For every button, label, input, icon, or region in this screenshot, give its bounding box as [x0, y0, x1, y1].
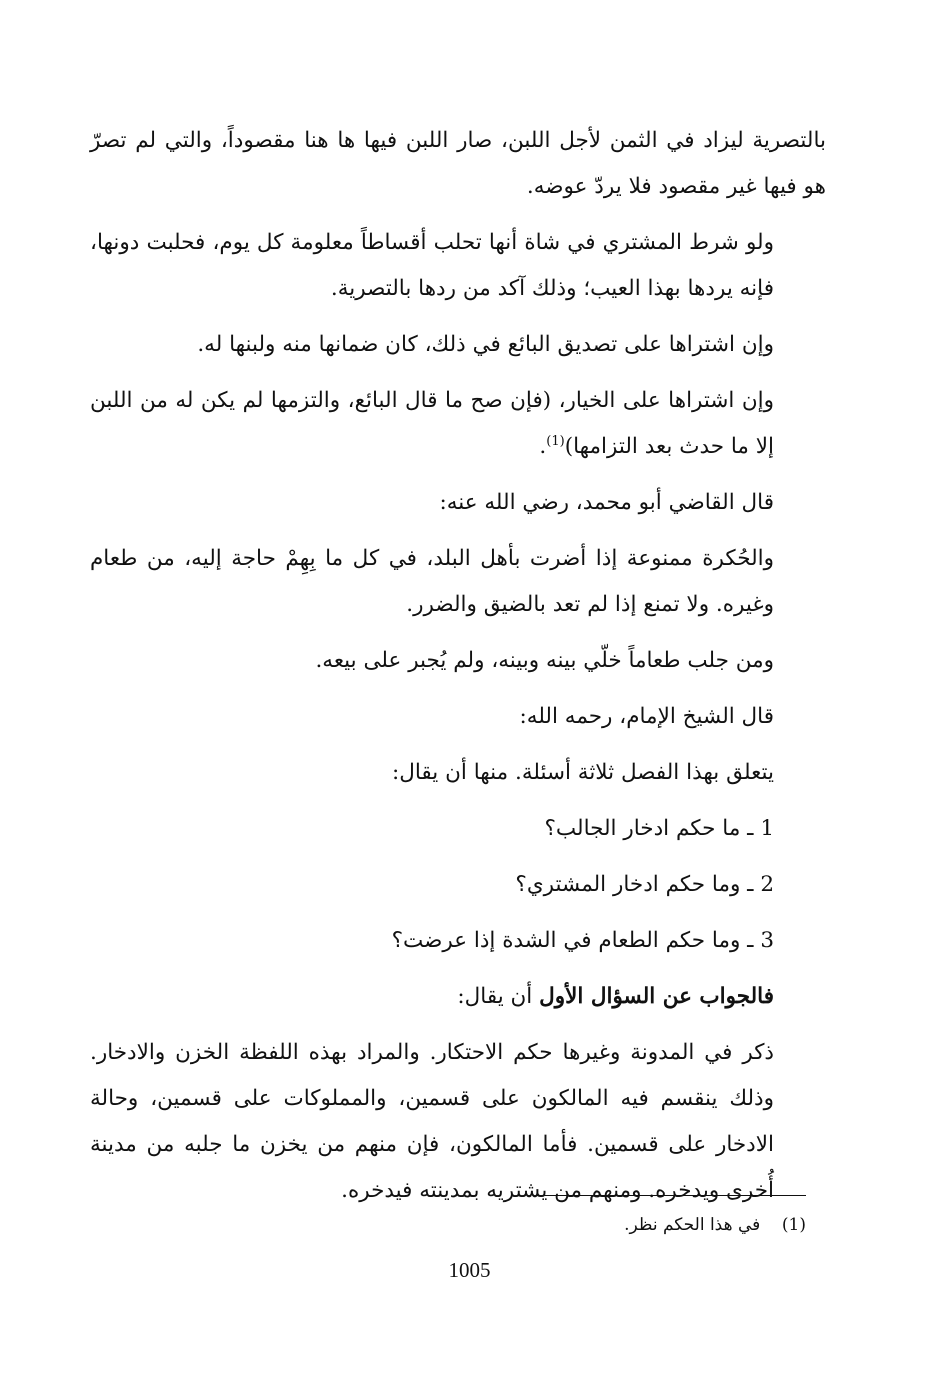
paragraph-4: وإن اشتراها على الخيار، (فإن صح ما قال البائع، والتزمها لم يكن له من اللبن إلا ما حدث بعد التزامها)$^{(1)}$. [90, 388, 774, 459]
paragraph-8: قال الشيخ الإمام، رحمه الله: [519, 704, 774, 729]
paragraph-2: ولو شرط المشتري في شاة أنها تحلب أقساطاً معلومة كل يوم، فحلبت دونها، فإنه يردها بهذا العيب؛ وذلك آكد من ردها بالتصرية. [90, 230, 774, 301]
paragraph-6: والحُكرة ممنوعة إذا أضرت بأهل البلد، في كل ما بِهِمْ حاجة إليه، من طعام وغيره. ولا تمنع إذا لم تعد بالضيق والضرر. [90, 546, 774, 617]
paragraph-5: قال القاضي أبو محمد، رضي الله عنه: [439, 490, 774, 515]
paragraph-14: ذكر في المدونة وغيرها حكم الاحتكار. والمراد بهذه اللفظة الخزن والادخار. وذلك ينقسم فيه المالكون على قسمين، والمملوكات على قسمين، وحالة الادخار على قسمين. فأما المالكون، فإن منهم من يخزن ما جلبه من مدينة أُخرى ويدخره. ومنهم من يشتريه بمدينته فيدخره. [90, 1040, 774, 1203]
footnote-text: في هذا الحكم نظر. [624, 1215, 761, 1235]
footnote-divider [536, 1195, 806, 1196]
question-1: 1 ـ ما حكم ادخار الجالب؟ [544, 816, 774, 841]
footnote-marker: (1) [781, 1215, 806, 1235]
answer-heading-bold: فالجواب عن السؤال الأول [539, 984, 774, 1009]
question-3: 3 ـ وما حكم الطعام في الشدة إذا عرضت؟ [391, 928, 774, 953]
main-text [90, 118, 826, 1224]
footnote-reference: (1) [546, 433, 565, 449]
footnote [206, 1210, 806, 1240]
paragraph-9: يتعلق بهذا الفصل ثلاثة أسئلة. منها أن يقال: [392, 760, 774, 785]
question-2: 2 ـ وما حكم ادخار المشتري؟ [515, 872, 774, 897]
answer-heading: فالجواب عن السؤال الأول أن يقال: [457, 984, 774, 1009]
page-number: 1005 [448, 1258, 491, 1282]
paragraph-3: وإن اشتراها على تصديق البائع في ذلك، كان ضمانها منه ولبنها له. [197, 332, 774, 357]
paragraph-7: ومن جلب طعاماً خلّي بينه وبينه، ولم يُجبر على بيعه. [315, 648, 774, 673]
paragraph-1: بالتصرية ليزاد في الثمن لأجل اللبن، صار اللبن فيها ها هنا مقصوداً، والتي لم تصرّ هو فيها غير مقصود فلا يردّ عوضه. [90, 128, 826, 199]
